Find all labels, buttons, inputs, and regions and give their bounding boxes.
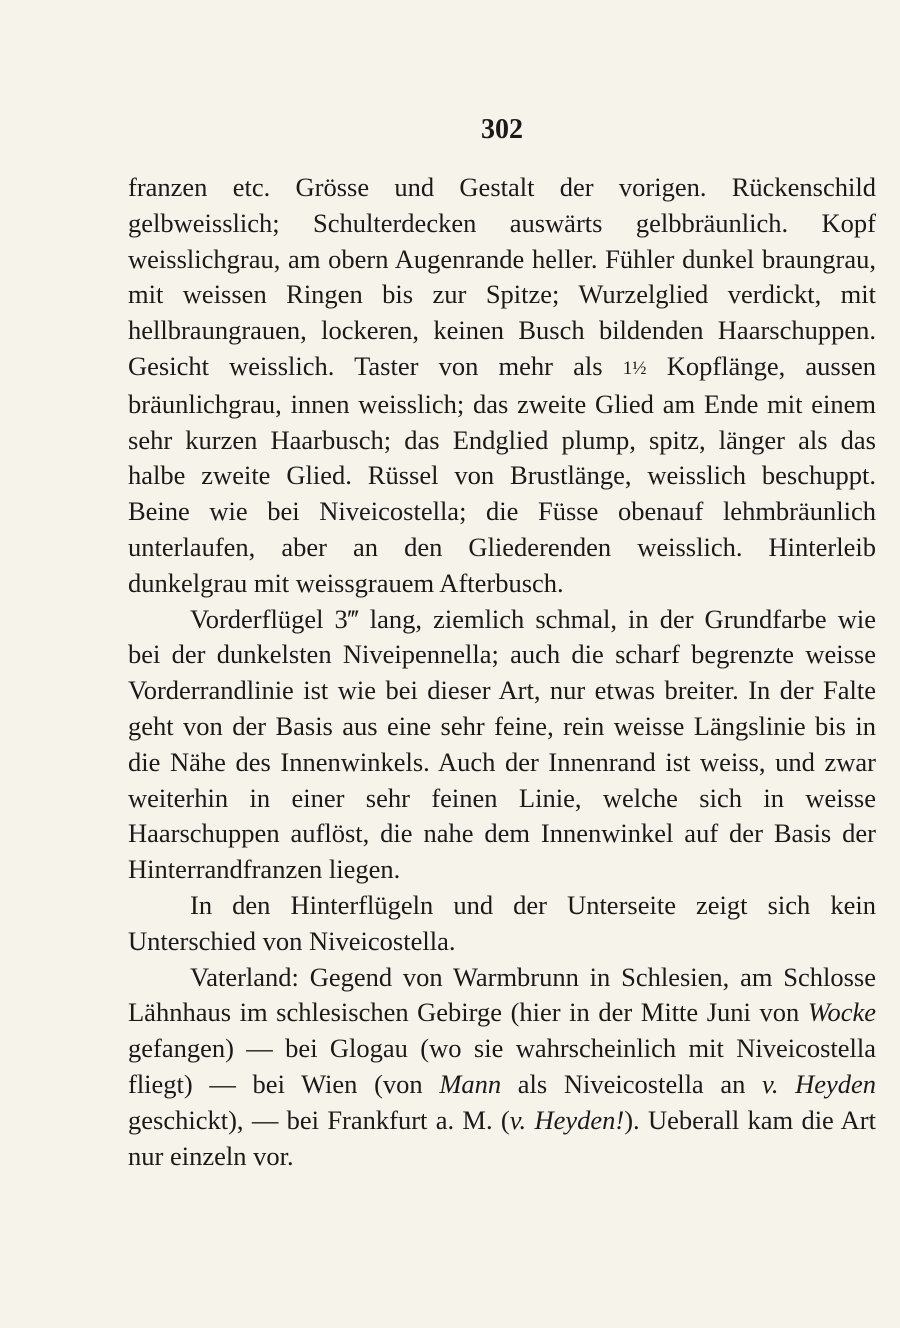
text-run: ). Ueberall kam die Art nur einzeln vor. (128, 1104, 876, 1171)
text-run: Kopflänge, aussen bräunlichgrau, innen weisslich; das zweite Glied am Ende mit einem sehr kurzen Haarbusch; das Endglied plump, spitz, länger als das halbe zweite Glied. Rüssel von Brustlänge, weisslich beschuppt. Beine wie bei Niveicostella; die Füsse obenauf lehmbräunlich unterlaufen, aber an den Gliederenden weisslich. Hinterleib dunkelgrau mit weissgrauem Afterbusch. (128, 350, 877, 598)
paragraph-description (128, 170, 876, 602)
page-number: 302 (481, 114, 523, 145)
text-run: Vaterland: Gegend von Warmbrunn in Schlesien, am Schlosse Lähnhaus im schlesischen Gebirge (hier in der Mitte Juni von (128, 961, 876, 1028)
paragraph-hindwing: In den Hinterflügeln und der Unterseite zeigt sich kein Unterschied von Niveicostella. (128, 889, 876, 956)
text-run: franzen etc. Grösse und Gestalt der vorigen. Rückenschild gelbweisslich; Schulterdecken auswärts gelbbräunlich. Kopf weisslichgrau, am obern Augenrande heller. Fühler dunkel braungrau, mit weissen Ringen bis zur Spitze; Wurzelglied verdickt, mit hellbraungrauen, lockeren, keinen Busch bildenden Haarschuppen. Gesicht weisslich. Taster von mehr als (128, 172, 876, 381)
paragraph-habitat (128, 960, 876, 1175)
collector-name: v. Heyden! (509, 1104, 625, 1135)
collector-name: v. Heyden (762, 1068, 877, 1099)
fraction: 1½ (622, 357, 647, 379)
text-run: gefangen) — bei Glogau (wo sie wahrscheinlich mit Niveicostella fliegt) — bei Wien (von (128, 1033, 876, 1099)
text-run: als Niveicostella an (517, 1068, 746, 1099)
paragraph-forewing: Vorderflügel 3‴ lang, ziemlich schmal, in der Grundfarbe wie bei der dunkelsten Niveipennella; auch die scharf begrenzte weisse Vorderrandlinie ist wie bei dieser Art, nur etwas breiter. In der Falte geht von der Basis aus eine sehr feine, rein weisse Längslinie bis in die Nähe des Innenwinkels. Auch der Innenrand ist weiss, und zwar weiterhin in einer sehr feinen Linie, welche sich in weisse Haarschuppen auflöst, die nahe dem Innenwinkel auf der Basis der Hinterrandfranzen liegen. (128, 603, 876, 885)
text-run: geschickt), — bei Frankfurt a. M. ( (128, 1104, 510, 1135)
collector-name: Wocke (807, 997, 876, 1028)
collector-name: Mann (439, 1068, 502, 1099)
